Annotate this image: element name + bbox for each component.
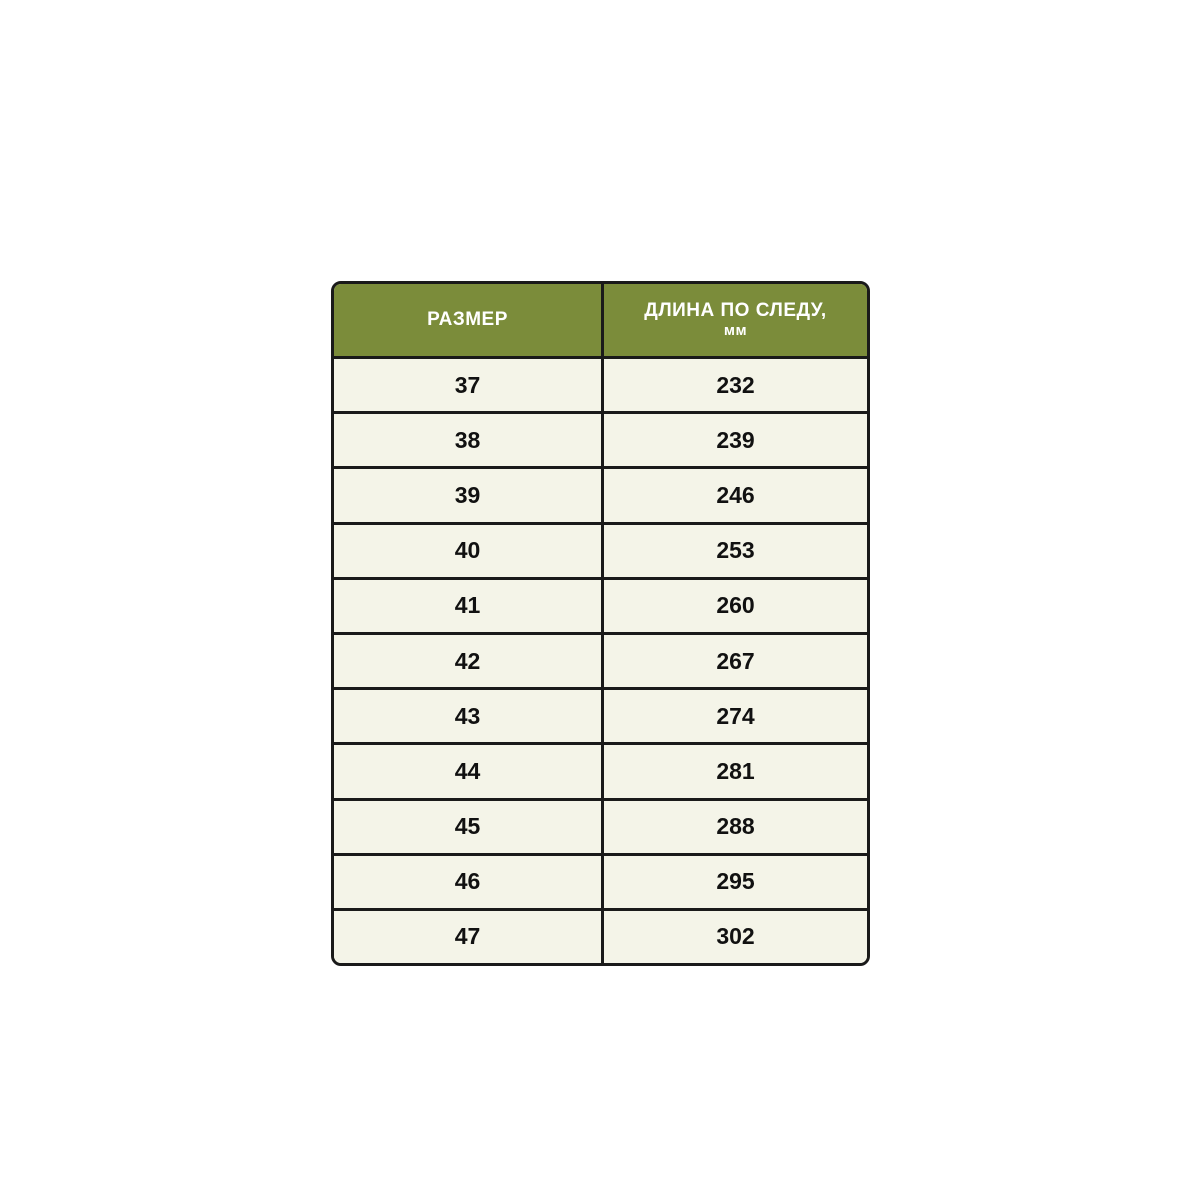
column-header-length-unit: мм: [723, 322, 748, 340]
cell-size: 37: [334, 359, 601, 414]
cell-size: 40: [334, 525, 601, 580]
size-table-container: [331, 281, 864, 950]
table-row: [334, 690, 867, 745]
table-header-row: [334, 284, 867, 359]
table-row: [334, 580, 867, 635]
column-header-size: [334, 284, 601, 359]
table-row: [334, 414, 867, 469]
cell-length: 288: [601, 801, 867, 856]
cell-size: 46: [334, 856, 601, 911]
cell-length: 302: [601, 911, 867, 963]
cell-length: 246: [601, 469, 867, 524]
cell-length: 239: [601, 414, 867, 469]
cell-length: 253: [601, 525, 867, 580]
cell-size: 47: [334, 911, 601, 963]
cell-size: 38: [334, 414, 601, 469]
table-row: [334, 911, 867, 963]
cell-length: 232: [601, 359, 867, 414]
table-row: [334, 856, 867, 911]
cell-size: 44: [334, 745, 601, 800]
cell-length: 267: [601, 635, 867, 690]
size-table: [331, 281, 870, 966]
cell-length: 274: [601, 690, 867, 745]
cell-size: 45: [334, 801, 601, 856]
cell-length: 281: [601, 745, 867, 800]
cell-length: 260: [601, 580, 867, 635]
table-row: [334, 745, 867, 800]
cell-size: 41: [334, 580, 601, 635]
table-row: [334, 801, 867, 856]
column-header-length: [601, 284, 867, 359]
table-row: [334, 635, 867, 690]
table-row: [334, 469, 867, 524]
cell-size: 42: [334, 635, 601, 690]
cell-size: 39: [334, 469, 601, 524]
table-row: [334, 525, 867, 580]
column-header-length-label: ДЛИНА ПО СЛЕДУ,: [644, 300, 827, 322]
column-header-size-label: РАЗМЕР: [427, 309, 508, 331]
cell-size: 43: [334, 690, 601, 745]
table-row: [334, 359, 867, 414]
cell-length: 295: [601, 856, 867, 911]
table-body: [334, 359, 867, 963]
table-header: [334, 284, 867, 359]
